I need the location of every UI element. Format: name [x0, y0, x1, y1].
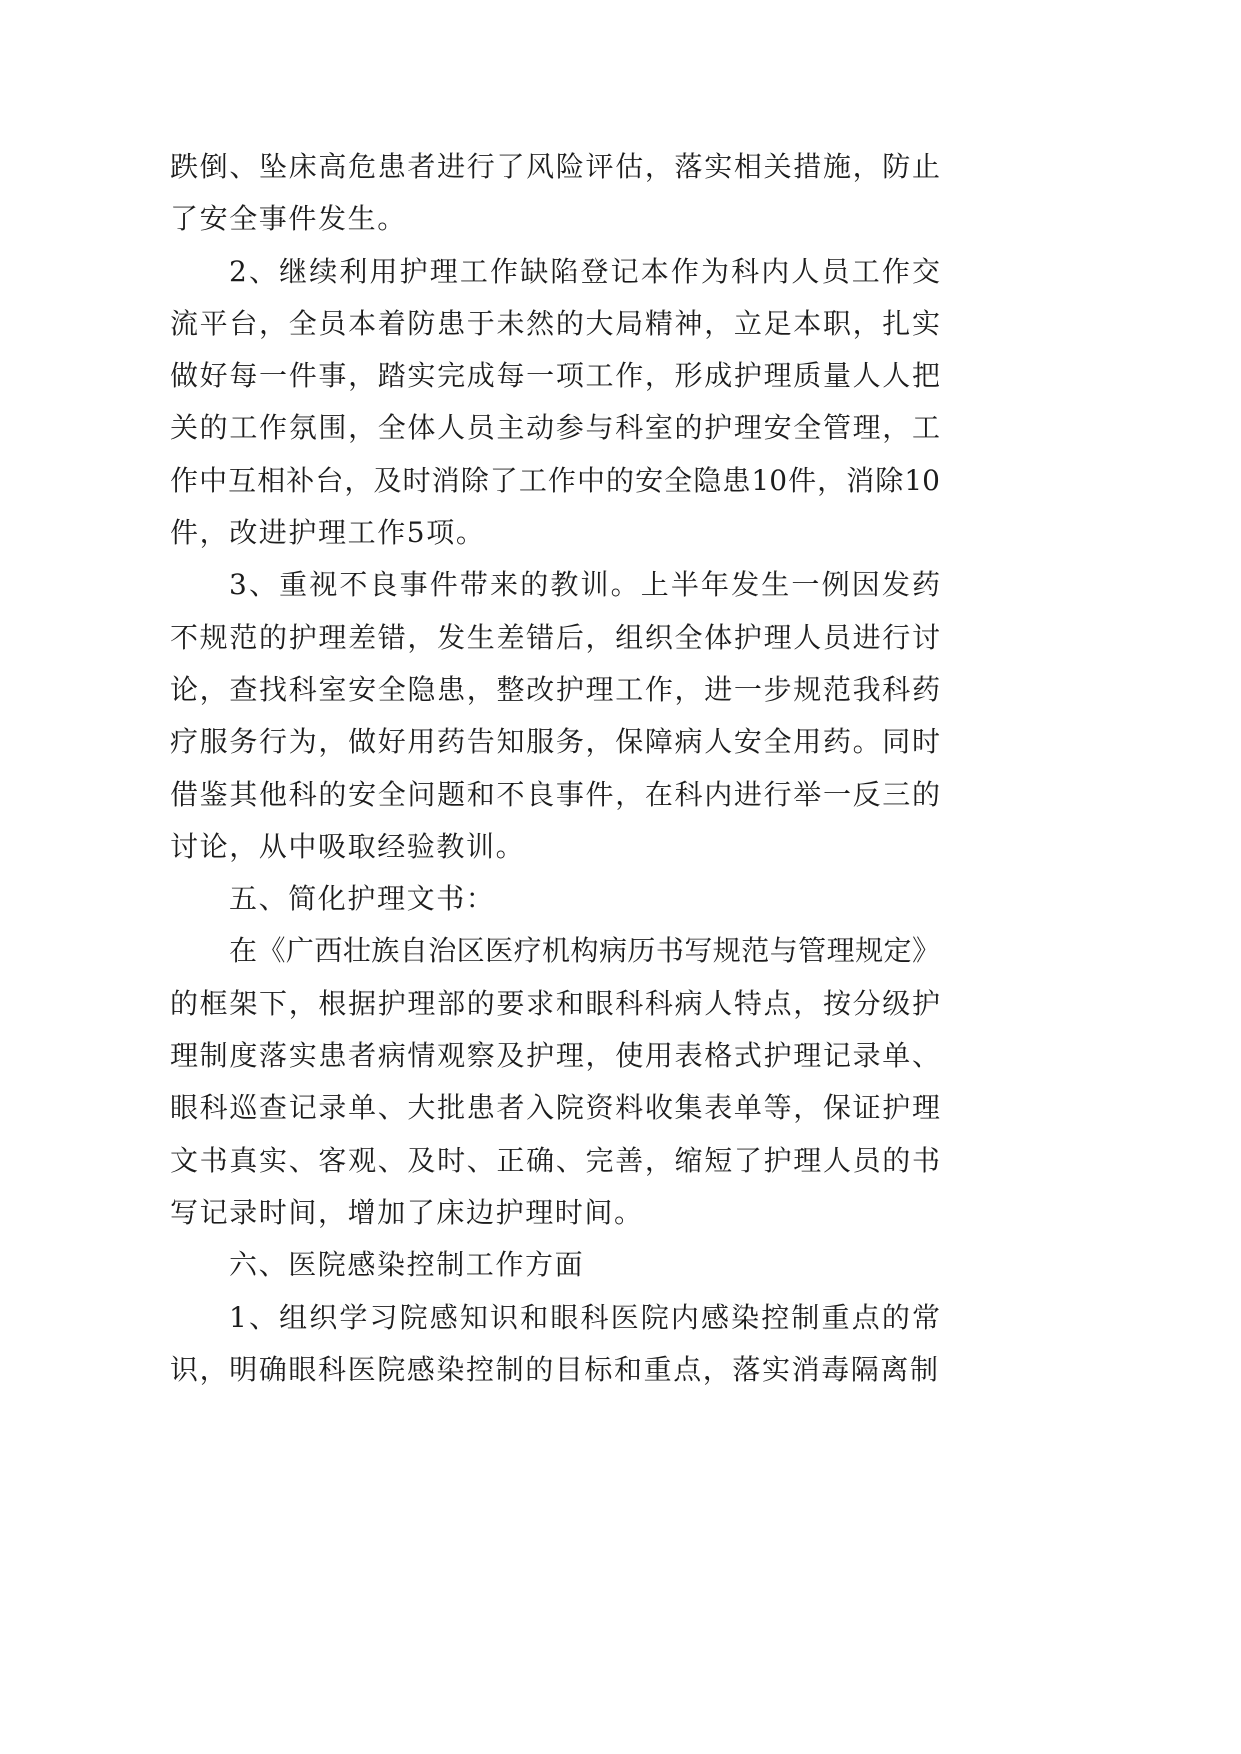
- text-line: 件，改进护理工作5项。: [170, 516, 486, 550]
- text-line: 在《广西壮族自治区医疗机构病历书写规范与管理规定》: [229, 934, 940, 968]
- text-line: 识，明确眼科医院感染控制的目标和重点，落实消毒隔离制: [170, 1352, 940, 1386]
- paragraph: [170, 246, 940, 560]
- text-line: 五、简化护理文书：: [229, 882, 496, 916]
- text-line: 疗服务行为，做好用药告知服务，保障病人安全用药。同时: [170, 725, 940, 759]
- text-line: 3、重视不良事件带来的教训。上半年发生一例因发药: [229, 568, 940, 602]
- text-line: 1、组织学习院感知识和眼科医院内感染控制重点的常: [229, 1300, 940, 1334]
- paragraph: [170, 925, 940, 1239]
- text-line: 论，查找科室安全隐患，整改护理工作，进一步规范我科药: [170, 672, 940, 706]
- text-line: 六、医院感染控制工作方面: [229, 1248, 585, 1282]
- text-line: 关的工作氛围，全体人员主动参与科室的护理安全管理，工: [170, 411, 940, 445]
- continued-paragraph: [170, 141, 940, 246]
- text-line: 写记录时间，增加了床边护理时间。: [170, 1195, 644, 1229]
- text-line: 做好每一件事，踏实完成每一项工作，形成护理质量人人把: [170, 359, 940, 393]
- text-line: 的框架下，根据护理部的要求和眼科科病人特点，按分级护: [170, 986, 940, 1020]
- text-line: 讨论，从中吸取经验教训。: [170, 829, 526, 863]
- paragraph: [170, 1292, 940, 1397]
- paragraph: [170, 1239, 940, 1291]
- text-line: 理制度落实患者病情观察及护理，使用表格式护理记录单、: [170, 1039, 940, 1073]
- text-line: 借鉴其他科的安全问题和不良事件，在科内进行举一反三的: [170, 777, 940, 811]
- text-line: 作中互相补台，及时消除了工作中的安全隐患10件，消除10: [170, 463, 940, 497]
- body-text: [170, 141, 940, 1396]
- text-line: 不规范的护理差错，发生差错后，组织全体护理人员进行讨: [170, 620, 940, 654]
- text-line: 流平台，全员本着防患于未然的大局精神，立足本职，扎实: [170, 306, 940, 340]
- text-line: 文书真实、客观、及时、正确、完善，缩短了护理人员的书: [170, 1143, 940, 1177]
- text-line: 了安全事件发生。: [170, 202, 407, 236]
- text-line: 2、继续利用护理工作缺陷登记本作为科内人员工作交: [229, 254, 940, 288]
- paragraph: [170, 873, 940, 925]
- text-line: 跌倒、坠床高危患者进行了风险评估，落实相关措施，防止: [170, 150, 940, 183]
- paragraph: [170, 559, 940, 873]
- text-line: 眼科巡查记录单、大批患者入院资料收集表单等，保证护理: [170, 1091, 940, 1125]
